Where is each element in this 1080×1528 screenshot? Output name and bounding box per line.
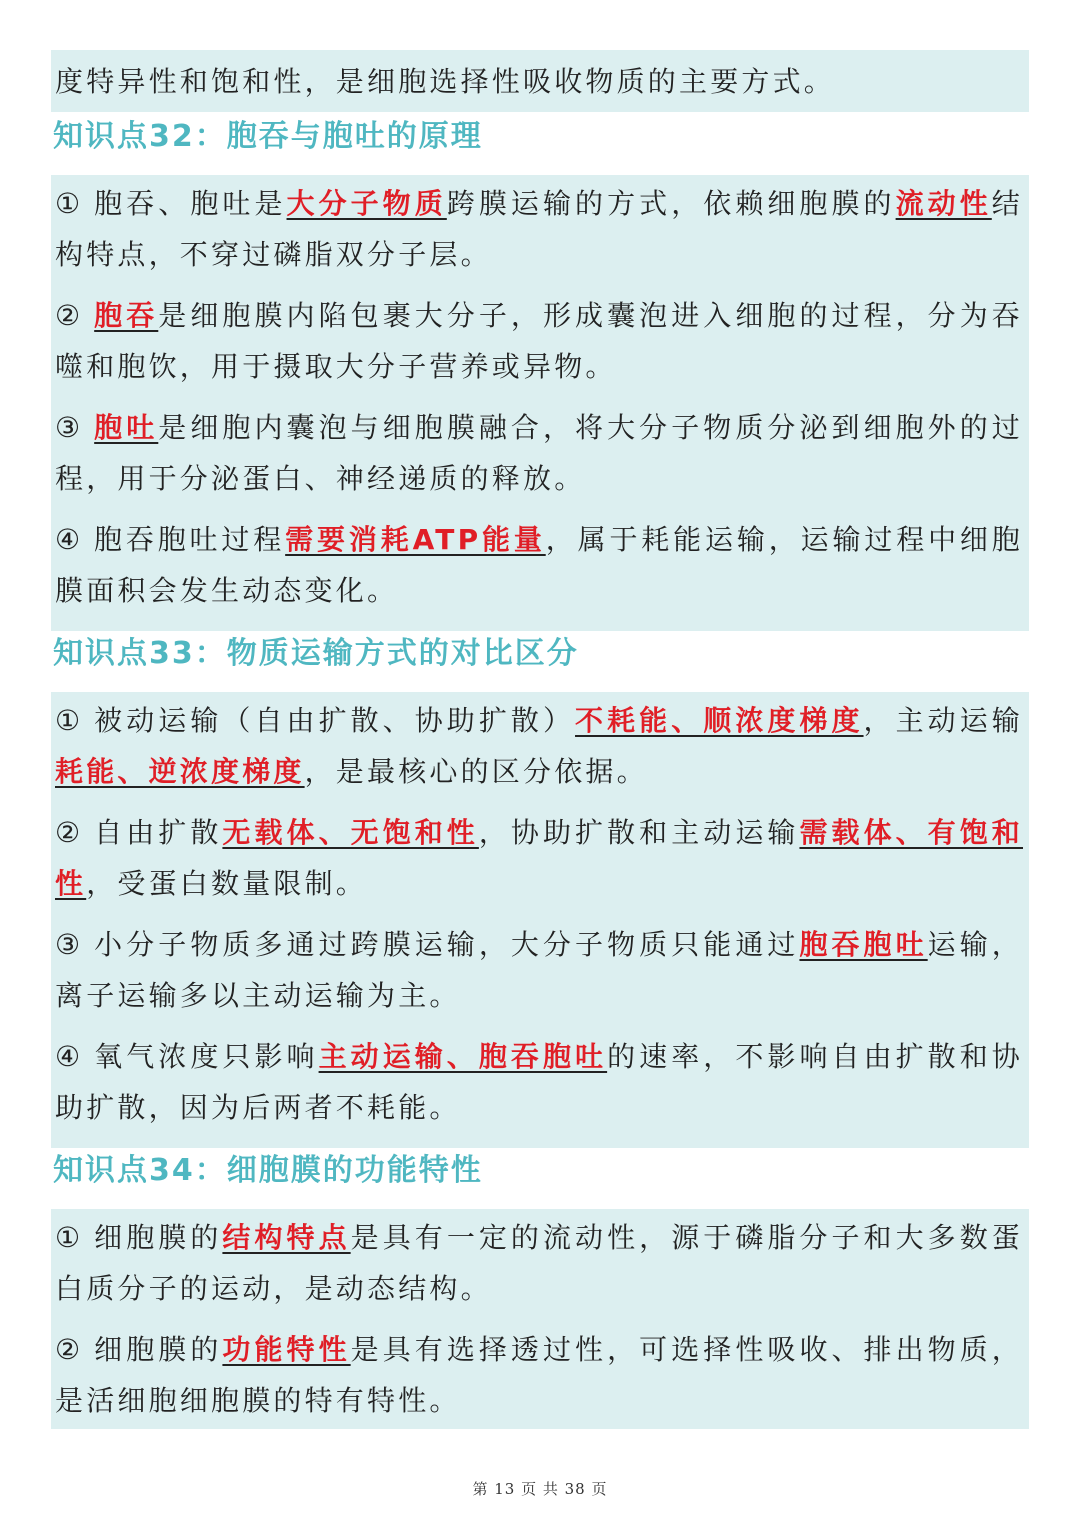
item-number: ① — [55, 704, 85, 737]
list-item: ② 胞吞是细胞膜内陷包裹大分子，形成囊泡进入细胞的过程，分为吞噬和胞饮，用于摄取大分子营养或异物。 — [55, 299, 1024, 383]
list-item: ③ 小分子物质多通过跨膜运输，大分子物质只能通过胞吞胞吐运输，离子运输多以主动运输为主。 — [55, 928, 1023, 1012]
section-box-33 — [51, 692, 1029, 1148]
item-number: ① — [55, 187, 85, 220]
item-number: ③ — [55, 411, 85, 444]
list-item: ① 胞吞、胞吐是大分子物质跨膜运输的方式，依赖细胞膜的流动性结构特点，不穿过磷脂双分子层。 — [55, 187, 1023, 271]
item-number: ③ — [55, 928, 85, 961]
key-term: 需载体、有饱和性 — [55, 816, 1023, 900]
key-term: 主动运输、胞吞胞吐 — [318, 1040, 608, 1073]
item-number: ② — [55, 1333, 85, 1366]
key-term: 胞吞胞吐 — [799, 928, 928, 961]
list-item: ④ 胞吞胞吐过程需要消耗ATP能量，属于耗能运输，运输过程中细胞膜面积会发生动态变化。 — [55, 523, 1023, 607]
key-term: 结构特点 — [222, 1221, 351, 1254]
section-heading-34: 知识点34：细胞膜的功能特性 — [53, 1153, 483, 1188]
section-box-34 — [51, 1209, 1029, 1429]
section-heading-33: 知识点33：物质运输方式的对比区分 — [53, 636, 579, 671]
section-box-32 — [51, 175, 1029, 631]
page-number: 第 13 页 共 38 页 — [472, 1480, 608, 1498]
section-heading-32: 知识点32：胞吞与胞吐的原理 — [53, 119, 483, 154]
intro-paragraph: 度特异性和饱和性，是细胞选择性吸收物质的主要方式。 — [55, 65, 836, 98]
item-number: ② — [55, 816, 85, 849]
key-term: 耗能、逆浓度梯度 — [55, 755, 305, 788]
list-item: ② 细胞膜的功能特性是具有选择透过性，可选择性吸收、排出物质，是活细胞细胞膜的特有特性。 — [55, 1333, 1023, 1417]
key-term: 功能特性 — [222, 1333, 351, 1366]
list-item: ③ 胞吐是细胞内囊泡与细胞膜融合，将大分子物质分泌到细胞外的过程，用于分泌蛋白、神经递质的释放。 — [55, 411, 1024, 495]
item-number: ② — [55, 299, 85, 332]
key-term: 大分子物质 — [286, 187, 447, 220]
list-item: ① 细胞膜的结构特点是具有一定的流动性，源于磷脂分子和大多数蛋白质分子的运动，是动态结构。 — [55, 1221, 1023, 1305]
key-term: 流动性 — [895, 187, 992, 220]
list-item: ① 被动运输（自由扩散、协助扩散）不耗能、顺浓度梯度，主动运输耗能、逆浓度梯度，是最核心的区分依据。 — [55, 704, 1023, 788]
item-number: ① — [55, 1221, 85, 1254]
key-term: 胞吞 — [94, 299, 159, 332]
intro-box — [51, 50, 1029, 112]
key-term: 胞吐 — [94, 411, 159, 444]
item-number: ④ — [55, 523, 84, 556]
key-term: 需要消耗ATP能量 — [285, 523, 546, 556]
list-item: ② 自由扩散无载体、无饱和性，协助扩散和主动运输需载体、有饱和性，受蛋白数量限制。 — [55, 816, 1023, 900]
list-item: ④ 氧气浓度只影响主动运输、胞吞胞吐的速率，不影响自由扩散和协助扩散，因为后两者不耗能。 — [55, 1040, 1023, 1124]
item-number: ④ — [55, 1040, 85, 1073]
key-term: 无载体、无饱和性 — [222, 816, 479, 849]
key-term: 不耗能、顺浓度梯度 — [575, 704, 864, 737]
